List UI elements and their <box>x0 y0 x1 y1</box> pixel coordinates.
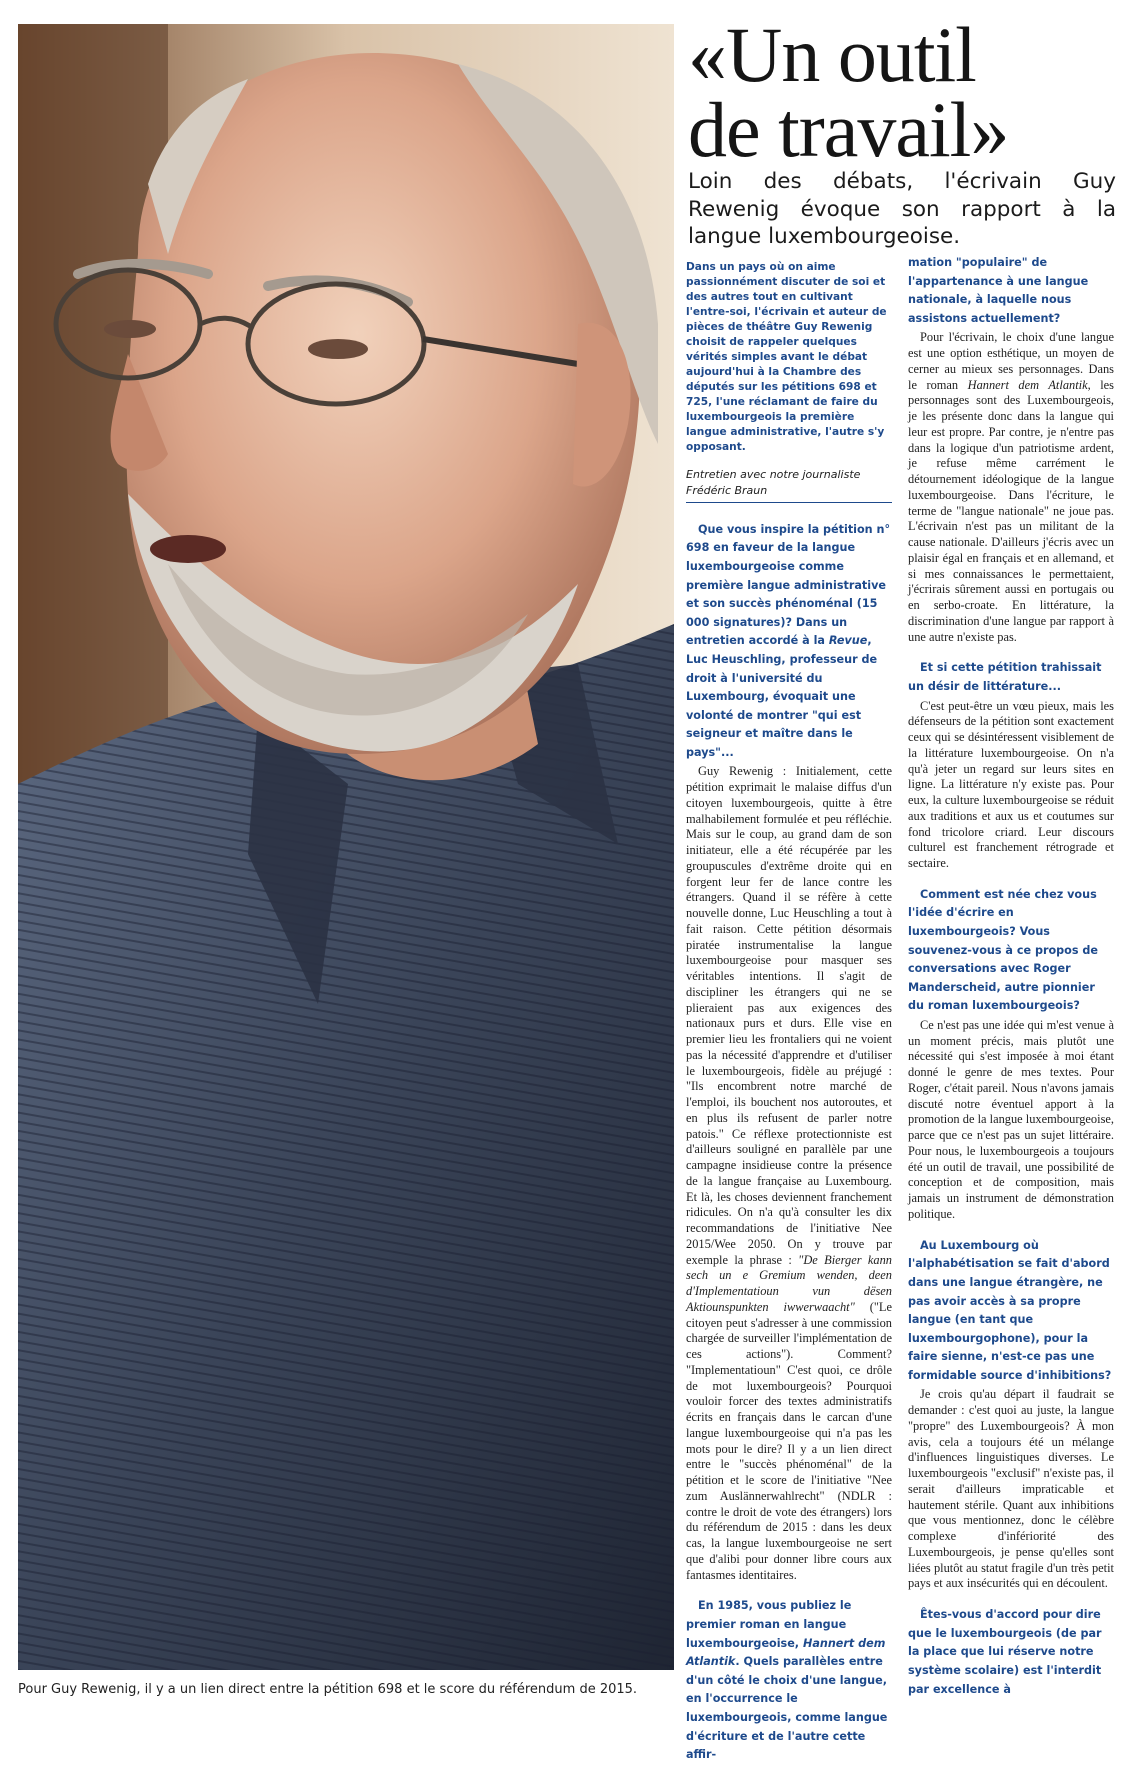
question-2-emphasis: Hannert dem Atlantik <box>686 1636 886 1669</box>
portrait-photo <box>18 24 674 1670</box>
question-1-text: Que vous inspire la pétition n° 698 en faveur de la langue luxembourgeoise comme première langue administrative et son succès phénoménal (15 000 signatures)? Dans un entretien accordé à la <box>686 522 891 648</box>
byline-line-1: Entretien avec notre journaliste <box>686 468 861 482</box>
answer-2-emphasis: Hannert dem Atlantik <box>967 377 1088 392</box>
intro-lead: Dans un pays où on aime passionnément discuter de soi et des autres tout en cultivant l'entre-soi, l'écrivain et auteur de pièces de théâtre Guy Rewenig choisit de rappeler quelques vérités simples avant le débat aujourd'hui à la Chambre des députés sur les pétitions 698 et 725, l'une réclamant de faire du luxembourgeois la première langue administrative, l'autre s'y opposant. <box>686 261 887 454</box>
question-2-text-end: . Quels parallèles entre d'un côté le choix d'une langue, en l'occurrence le luxembourgeois, comme langue d'écriture et de l'autre cette affir- <box>686 1655 888 1762</box>
deck: Loin des débats, l'écrivain Guy Rewenig évoque son rapport à la langue luxembourgeoise. <box>688 169 1116 250</box>
answer-2 <box>908 330 1114 645</box>
headline <box>688 11 1118 173</box>
question-5: Au Luxembourg où l'alphabétisation se fait d'abord dans une langue étrangère, ne pas avoir accès à sa propre langue (en tant que luxembourgophone), pour la faire sienne, n'est-ce pas une formidable source d'inhibitions? <box>908 1238 1112 1382</box>
question-2-text: En 1985, vous publiez le premier roman en langue luxembourgeoise, <box>686 1599 852 1650</box>
answer-1-quote: "De Bierger kann sech un e Gremium wenden, deen d'Implementatioun vun dësen Aktiounspunkten iwwerwaacht" <box>686 1252 892 1314</box>
question-1-text-end: , Luc Heuschling, professeur de droit à l'université du Luxembourg, évoquait une volonté de montrer "qui est seigneur et maître dans le pays"... <box>686 634 878 759</box>
answer-4: Ce n'est pas une idée qui m'est venue à un moment précis, mais plutôt une nécessité qui s'est imposée à moi étant donné le genre de mes textes. Pour Roger, c'était pareil. Nous n'avons jamais discuté notre éventuel apport à la promotion de la langue luxembourgeoise, parce que ce n'est pas un sujet littéraire. Pour nous, le luxembourgeois a toujours été un outil de travail, une possibilité de conception et de composition, mais jamais un instrument de démonstration politique. <box>908 1017 1114 1221</box>
byline <box>686 467 892 502</box>
answer-2-text-end: , les personnages sont des Luxembourgeois, je les présente donc dans la langue qui leur est propre. Par contre, je n'entre pas dans la logique d'un patriotisme ardent, je refuse même carrément le détournement idéologique de la langue luxembourgeoise. Dans l'écriture, le terme de "langue nationale" ne joue pas. L'écrivain n'est pas un militant de la cause nationale. D'ailleurs j'écris avec un plaisir égal en français et en allemand, et si mes connaissances le permettaient, j'écrirais sûrement aussi en portugais ou en serbo-croate. En littérature, la discrimination d'une langue par rapport à une autre n'existe pas. <box>908 377 1114 644</box>
question-1-emphasis: Revue <box>828 634 868 648</box>
answer-1-text: Guy Rewenig : Initialement, cette pétition exprimait le malaise diffus d'un citoyen luxembourgeois, quitte à être malhabilement formulée et peu réfléchie. Mais sur le coup, au grand dam de son initiateur, elle a été récupérée par les groupuscules d'extrême droite qui en forgent leur fer de lance contre les étrangers. Quand il se réfère à cette nouvelle donne, Luc Heuschling a tout à fait raison. Cette pétition désormais piratée instrumentalise la langue luxembourgeoise pour masquer ses véritables intentions. Il s'agit de discipliner les étrangers qui ne se plieraient pas aux exigences des nationaux purs et durs. Elle vise en premier lieu les frontaliers qui ne voient pas la nécessité d'apprendre et d'utiliser le luxembourgeois, fidèle au préjugé : "Ils encombrent notre marché de l'emploi, ils bouchent nos autoroutes, et en plus ils refusent de parler notre patois." Ce réflexe protectionniste est d'ailleurs souligné en parallèle par une campagne insidieuse contre la présence de la langue française au Luxembourg. Et là, les choses deviennent franchement ridicules. On n'a qu'à consulter les dix recommandations de l'initiative Nee 2015/Wee 2050. On y trouve par exemple la phrase : <box>686 764 892 1267</box>
photo-caption: Pour Guy Rewenig, il y a un lien direct entre la pétition 698 et le score du référendum de 2015. <box>18 1682 638 1697</box>
question-4: Comment est née chez vous l'idée d'écrire en luxembourgeois? Vous souvenez-vous à ce propos de conversations avec Roger Manderscheid, autre pionnier du roman luxembourgeois? <box>908 887 1099 1013</box>
article-column-1 <box>686 260 892 1767</box>
headline-line-1: «Un outil <box>688 11 976 98</box>
answer-5: Je crois qu'au départ il faudrait se demander : c'est quoi au juste, la langue "propre" des Luxembourgeois? À mon avis, cela a toujours été un mélange d'influences linguistiques diverses. Le luxembourgeois "exclusif" n'existe pas, il serait d'ailleurs impraticable et hautement stérile. Quant aux inhibitions que vous mentionnez, donc le célèbre complexe d'infériorité des Luxembourgeois, je pense qu'elles sont liées plutôt au statut fragile d'un très petit pays et aux insécurités qui en découlent. <box>908 1387 1114 1591</box>
answer-1-text-end: ("Le citoyen peut s'adresser à une commission chargée de surveiller l'implémentation de ces actions"). Comment? "Implementatioun" C'est quoi, ce drôle de mot luxembourgeois? Pourquoi vouloir forcer des textes administratifs écrits en français dans le carcan d'une langue luxembourgeoise qui n'a pas les mots pour le dire? Il y a un lien direct entre le "succès phénoménal" de la pétition et le score de l'initiative "Nee zum Auslännerwahlrecht" (NDLR : contre le droit de vote des étrangers) lors du référendum de 2015 : dans les deux cas, la langue luxembourgeoise ne sert que d'alibi pour donner libre cours aux fantasmes identitaires. <box>686 1299 892 1582</box>
question-2-continued: mation "populaire" de l'appartenance à une langue nationale, à laquelle nous assistons actuellement? <box>908 256 1089 325</box>
answer-1 <box>686 764 892 1583</box>
question-2 <box>686 1597 892 1764</box>
byline-author: Frédéric Braun <box>686 483 768 497</box>
headline-line-2: de travail» <box>688 85 1009 173</box>
answer-2-text: Pour l'écrivain, le choix d'une langue est une option esthétique, un moyen de cerner au mieux ses personnages. Dans le roman <box>908 330 1114 392</box>
question-1 <box>686 521 892 763</box>
portrait-illustration <box>18 24 674 1670</box>
question-3: Et si cette pétition trahissait un désir de littérature... <box>908 661 1102 693</box>
article-column-2 <box>908 254 1114 1701</box>
question-6: Êtes-vous d'accord pour dire que le luxembourgeois (de par la place que lui réserve notre système scolaire) est l'interdit par excellence à <box>908 1608 1102 1696</box>
answer-3: C'est peut-être un vœu pieux, mais les défenseurs de la pétition sont exactement ceux qui se désintéressent visiblement de la littérature luxembourgeoise. On n'a qu'à jeter un regard sur leurs sites en ligne. La littérature n'y existe pas. Pour eux, la culture luxembourgeoise se réduit aux traditions et aux us et coutumes sur fond tricolore criard. Leur discours culturel est franchement rétrograde et sectaire. <box>908 698 1114 871</box>
